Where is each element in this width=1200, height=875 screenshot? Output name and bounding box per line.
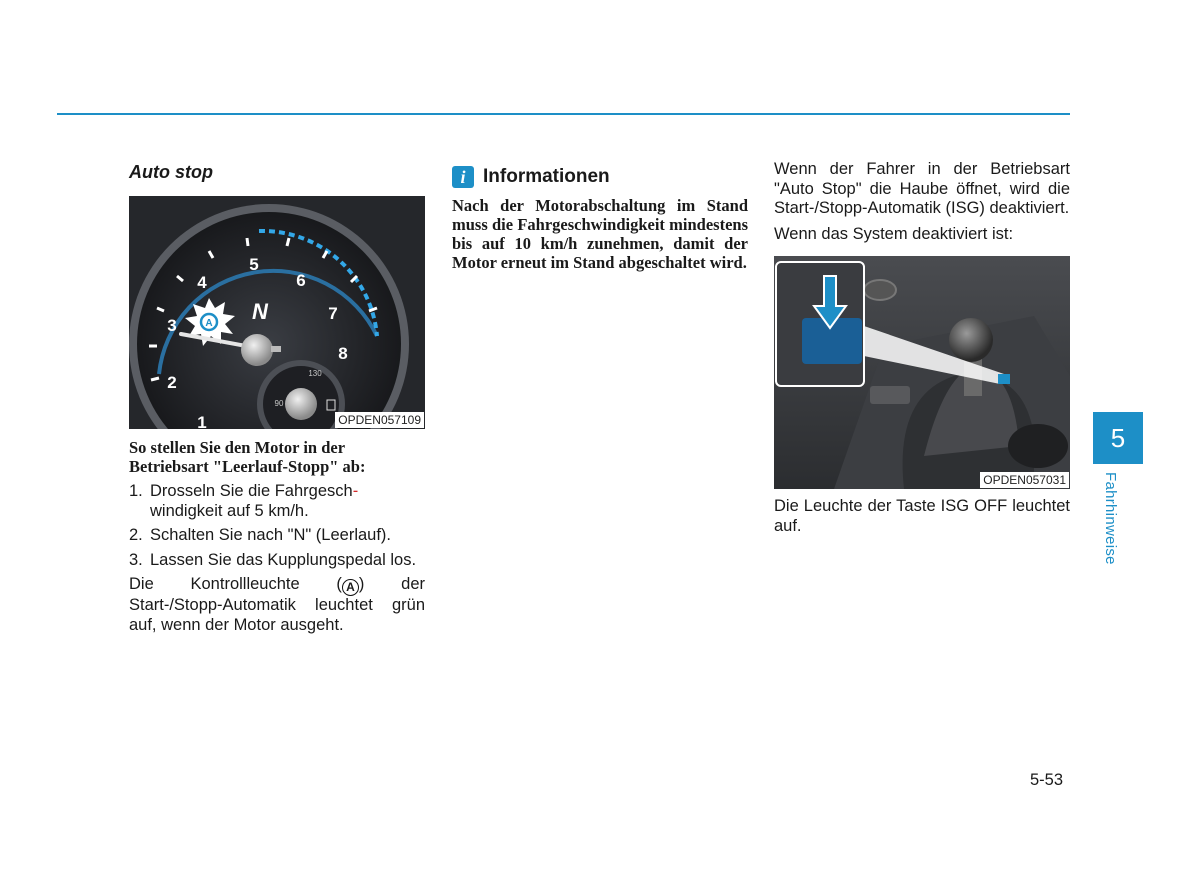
figure-caption: OPDEN057109 bbox=[335, 412, 424, 428]
instruction-subheading: So stellen Sie den Motor in der Betriebsart "Leerlauf-Stopp" ab: bbox=[129, 438, 366, 476]
gear-shift-figure bbox=[774, 256, 1070, 489]
gauge-number-6: 6 bbox=[296, 271, 306, 290]
page-number: 5-53 bbox=[1030, 771, 1064, 789]
list-number: 3. bbox=[129, 550, 143, 569]
chapter-title: Fahrhinweise bbox=[1102, 472, 1119, 565]
list-item bbox=[129, 526, 425, 546]
n-logo: N bbox=[252, 299, 268, 324]
top-rule bbox=[57, 113, 1070, 115]
gauge-number-3: 3 bbox=[167, 316, 177, 335]
small-gauge-label-90: 90 bbox=[274, 399, 284, 408]
list-text: Drosseln Sie die Fahrgesch- windigkeit auf 5 km/h. bbox=[150, 482, 359, 520]
needle-hub bbox=[241, 334, 273, 366]
red-hyphen: - bbox=[352, 482, 359, 500]
paragraph: Wenn der Fahrer in der Betriebsart "Auto Stop" die Haube öffnet, wird die Start-/Stopp-Automatik (ISG) deaktiviert. bbox=[774, 160, 1070, 217]
chapter-tab: 5 bbox=[1093, 412, 1143, 464]
list-number: 2. bbox=[129, 526, 143, 544]
small-gauge-label-130: 130 bbox=[308, 369, 322, 378]
info-header bbox=[452, 166, 748, 188]
gear-knob bbox=[949, 318, 993, 362]
gauge-number-2: 2 bbox=[167, 373, 177, 392]
gear-shift-illustration bbox=[774, 256, 1070, 489]
gauge-number-5: 5 bbox=[249, 255, 259, 274]
info-body: Nach der Motorabschaltung im Stand muss die Fahrgeschwindigkeit mindestens bis auf 10 km/h zunehmen, damit der Motor erneut im Stand abgeschaltet wird. bbox=[452, 196, 748, 272]
indicator-paragraph: Die Kontrollleuchte ( A ) der Start-/Stopp-Automatik leuchtet grün auf, wenn der Motor ausgeht. bbox=[129, 575, 425, 634]
gauge-number-8: 8 bbox=[338, 344, 348, 363]
gauge-number-4: 4 bbox=[197, 273, 207, 292]
column-3 bbox=[774, 160, 1070, 542]
list-text: Schalten Sie nach "N" (Leerlauf). bbox=[150, 526, 392, 544]
list-item bbox=[129, 482, 425, 521]
column-2 bbox=[452, 166, 748, 272]
figure-caption: OPDEN057031 bbox=[980, 472, 1069, 488]
gauge-number-1: 1 bbox=[197, 413, 207, 429]
svg-text:A: A bbox=[205, 318, 213, 329]
list-item bbox=[129, 551, 425, 571]
instrument-cluster-figure bbox=[129, 196, 425, 429]
list-text: Lassen Sie das Kupplungspedal los. bbox=[150, 550, 417, 569]
gauge-number-7: 7 bbox=[328, 304, 338, 323]
section-heading: Auto stop bbox=[129, 162, 213, 182]
info-icon: i bbox=[452, 166, 474, 188]
column-1 bbox=[129, 160, 425, 635]
auto-stop-indicator-icon: A bbox=[342, 579, 359, 596]
info-title: Informationen bbox=[483, 166, 610, 187]
paragraph: Die Leuchte der Taste ISG OFF leuchtet auf. bbox=[774, 497, 1070, 535]
list-number: 1. bbox=[129, 482, 143, 500]
instrument-cluster-illustration bbox=[129, 196, 425, 429]
paragraph: Wenn das System deaktiviert ist: bbox=[774, 224, 1014, 243]
